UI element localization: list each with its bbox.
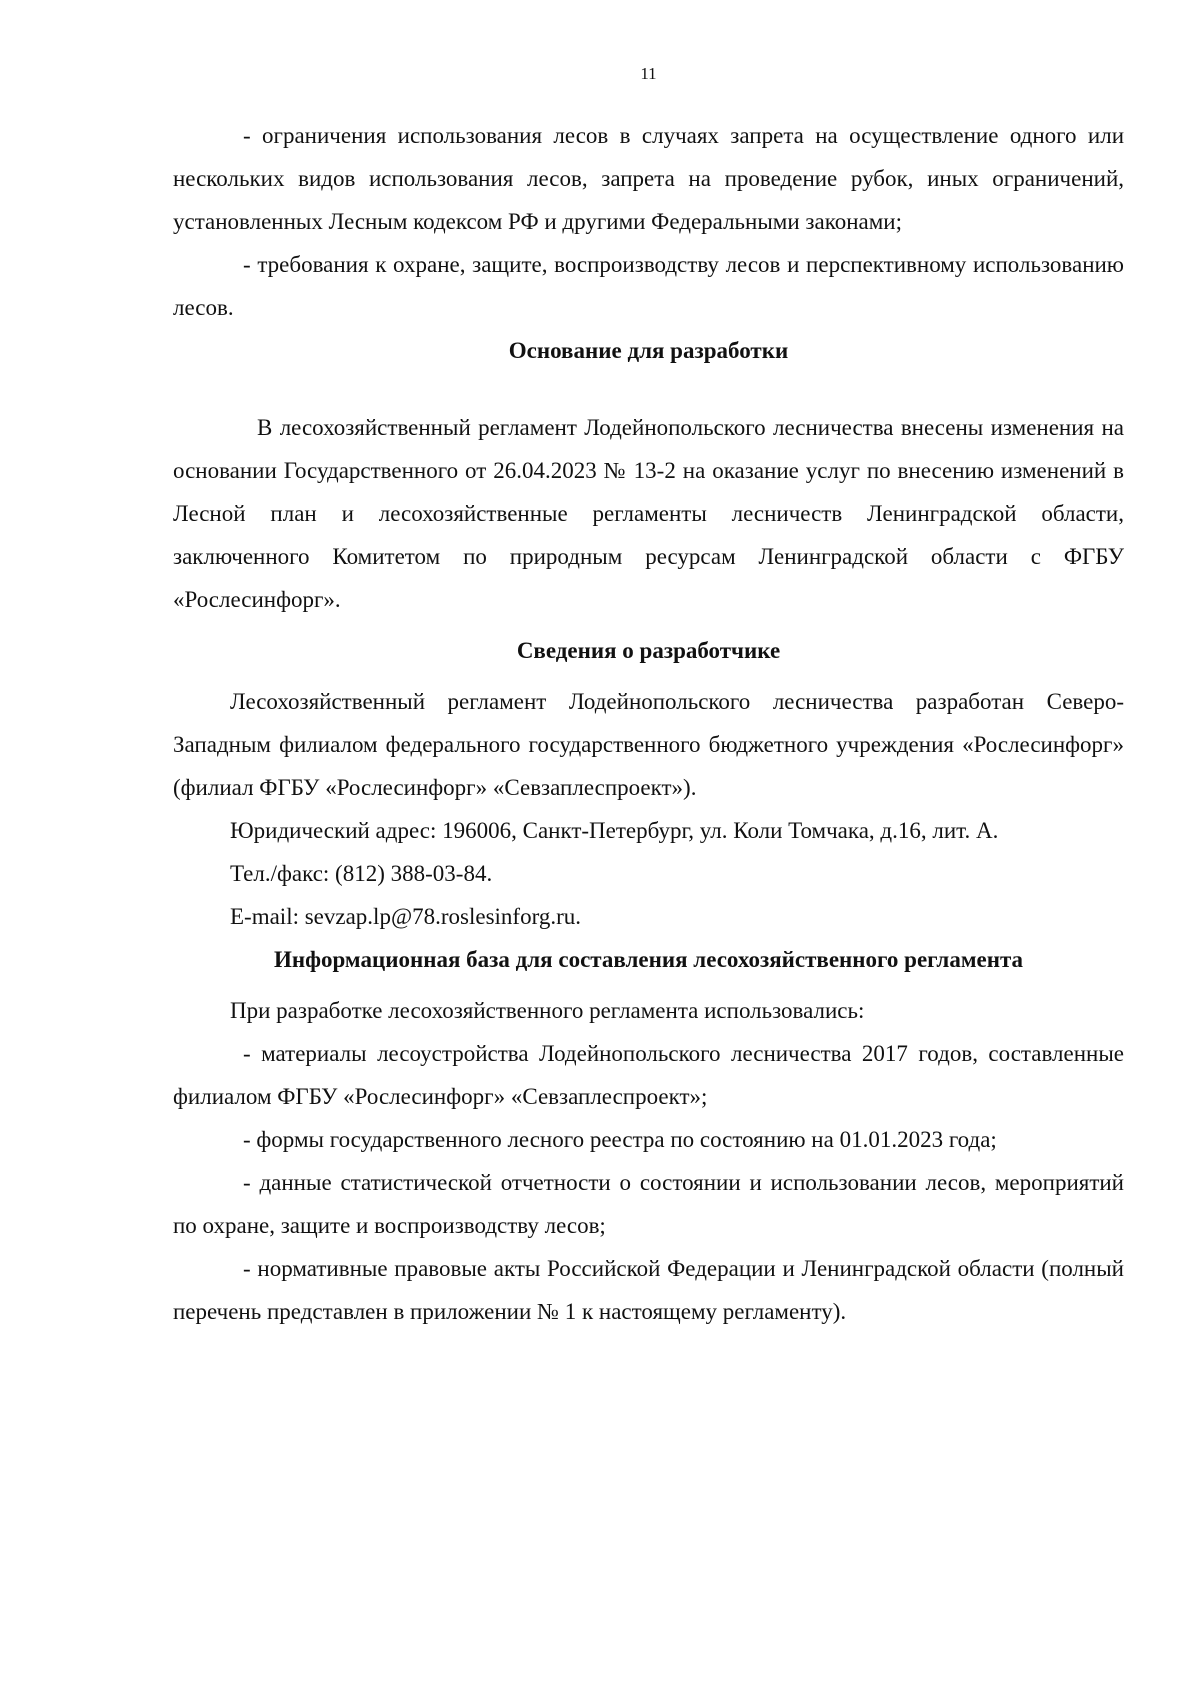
developer-email: E-mail: sevzap.lp@78.roslesinforg.ru. bbox=[230, 904, 581, 929]
info-base-item: - нормативные правовые акты Российской Федерации и Ленинградской области (полный перечень представлен в приложении № 1 к настоящему регламенту). bbox=[173, 1256, 1124, 1324]
spacer bbox=[173, 672, 1124, 680]
spacer bbox=[173, 372, 1124, 406]
basis-heading: Основание для разработки bbox=[508, 338, 789, 363]
spacer bbox=[173, 981, 1124, 989]
info-base-item: - формы государственного лесного реестра по состоянию на 01.01.2023 года; bbox=[243, 1127, 997, 1152]
developer-paragraph: Лесохозяйственный регламент Лодейнопольского лесничества разработан Северо-Западным филиалом федерального государственного бюджетного учреждения «Рослесинфорг» (филиал ФГБУ «Рослесинфорг» «Севзаплеспроект»). bbox=[173, 689, 1124, 800]
spacer bbox=[173, 621, 1124, 629]
info-base-item: - данные статистической отчетности о состоянии и использовании лесов, мероприятий по охране, защите и воспроизводству лесов; bbox=[173, 1170, 1124, 1238]
developer-phone: Тел./факс: (812) 388-03-84. bbox=[230, 861, 493, 886]
intro-paragraph-restrictions: - ограничения использования лесов в случаях запрета на осуществление одного или нескольких видов использования лесов, запрета на проведение рубок, иных ограничений, установленных Лесным кодексом РФ и другими Федеральными законами; bbox=[173, 123, 1124, 234]
developer-address: Юридический адрес: 196006, Санкт-Петербург, ул. Коли Томчака, д.16, лит. А. bbox=[230, 818, 999, 843]
info-base-item: - материалы лесоустройства Лодейнопольского лесничества 2017 годов, составленные филиалом ФГБУ «Рослесинфорг» «Севзаплеспроект»; bbox=[173, 1041, 1124, 1109]
info-base-heading: Информационная база для составления лесохозяйственного регламента bbox=[273, 947, 1024, 972]
intro-paragraph-requirements: - требования к охране, защите, воспроизводству лесов и перспективному использованию лесов. bbox=[173, 252, 1124, 320]
basis-paragraph: В лесохозяйственный регламент Лодейнопольского лесничества внесены изменения на основании Государственного от 26.04.2023 № 13-2 на оказание услуг по внесению изменений в Лесной план и лесохозяйственные регламенты лесничеств Ленинградской области, заключенного Комитетом по природным ресурсам Ленинградской области с ФГБУ «Рослесинфорг». bbox=[173, 415, 1124, 612]
page-number: 11 bbox=[640, 64, 657, 83]
info-base-intro: При разработке лесохозяйственного регламента использовались: bbox=[230, 998, 865, 1023]
developer-heading: Сведения о разработчике bbox=[516, 638, 781, 663]
document-body bbox=[173, 114, 1124, 1333]
